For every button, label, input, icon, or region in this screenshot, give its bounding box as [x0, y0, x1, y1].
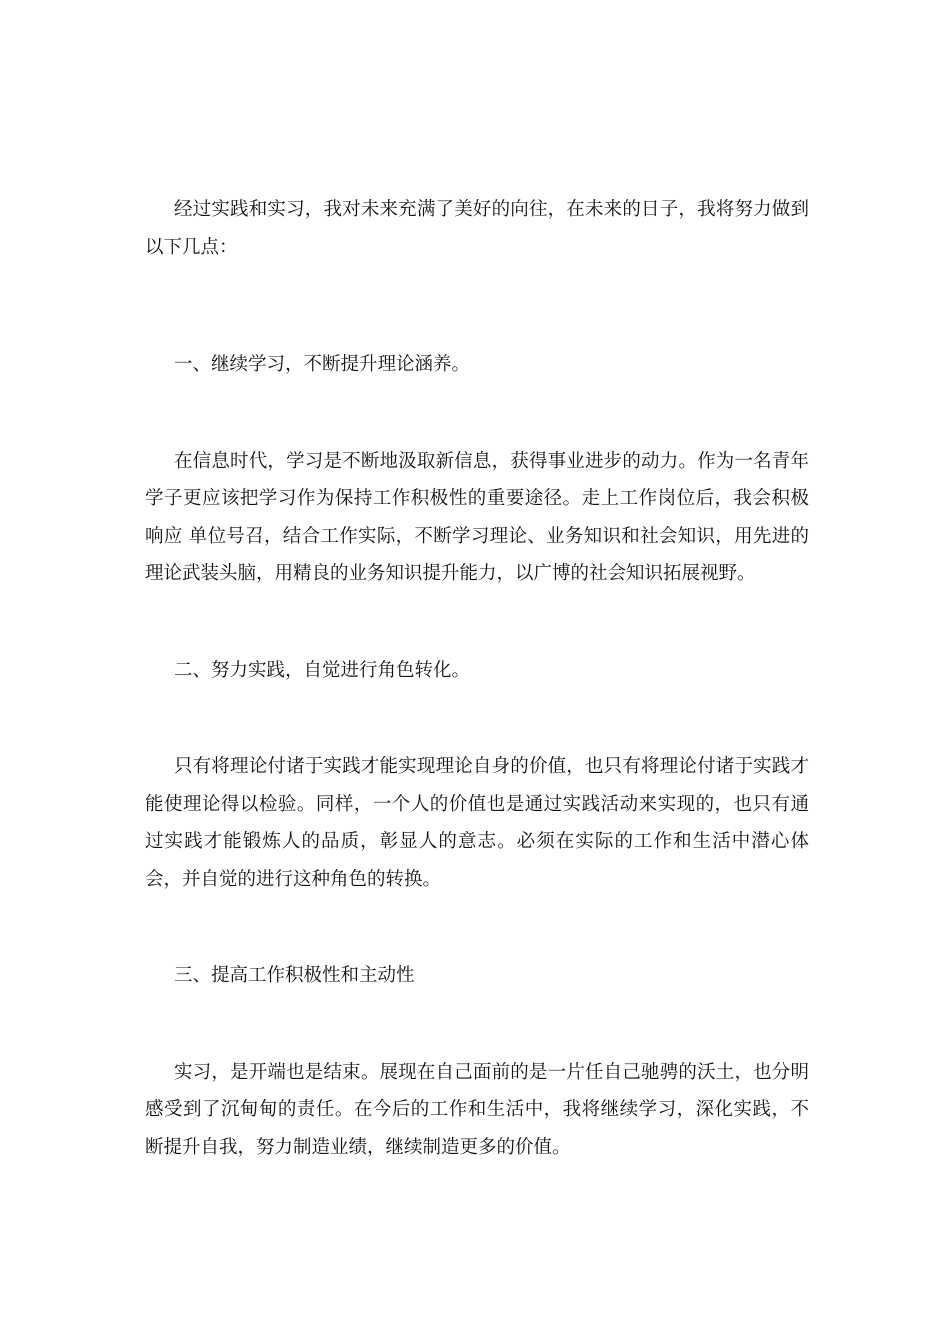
section-2-heading: 二、努力实践，自觉进行角色转化。: [174, 659, 471, 681]
intro-paragraph: 经过实践和实习，我对未来充满了美好的向往，在未来的日子，我将努力做到以下几点：: [145, 199, 809, 258]
document-body: [145, 191, 809, 1166]
section-1-body: 在信息时代，学习是不断地汲取新信息，获得事业进步的动力。作为一名青年学子更应该把学习作为保持工作积极性的重要途径。走上工作岗位后，我会积极响应 单位号召，结合工作实际，不断学习理论、业务知识和社会知识，用先进的理论武装头脑，用精良的业务知识提升能力，以广博的社会知识拓展视野。: [145, 450, 809, 584]
section-3-body: 实习，是开端也是结束。展现在自己面前的是一片任自己驰骋的沃土，也分明感受到了沉甸甸的责任。在今后的工作和生活中，我将继续学习，深化实践，不断提升自我，努力制造业绩，继续制造更多的价值。: [145, 1061, 809, 1158]
section-2-body: 只有将理论付诸于实践才能实现理论自身的价值，也只有将理论付诸于实践才能使理论得以检验。同样，一个人的价值也是通过实践活动来实现的，也只有通过实践才能锻炼人的品质，彰显人的意志。必须在实际的工作和生活中潜心体会，并自觉的进行这种角色的转换。: [145, 756, 809, 890]
section-1-heading: 一、继续学习，不断提升理论涵养。: [174, 354, 471, 375]
section-3-heading: 三、提高工作积极性和主动性: [174, 965, 415, 986]
